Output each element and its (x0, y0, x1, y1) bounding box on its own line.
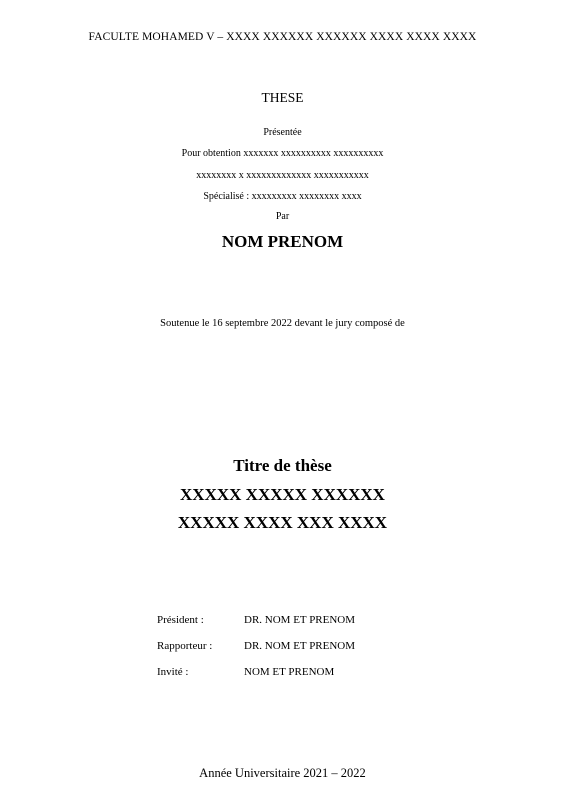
presented-label: Présentée (263, 127, 302, 138)
by-label: Par (275, 211, 290, 222)
obtention-line: Pour obtention xxxxxxx xxxxxxxxxx xxxxxxxxxx (181, 148, 384, 159)
jury-role-president: Président : (157, 614, 204, 626)
thesis-title-line-2: XXXXX XXXX XXX XXXX (177, 513, 388, 532)
defense-statement: Soutenue le 16 septembre 2022 devant le jury composé de (160, 318, 405, 329)
jury-name-president: DR. NOM ET PRENOM (244, 614, 356, 626)
jury-name-rapporteur: DR. NOM ET PRENOM (244, 640, 356, 652)
jury-name-guest: NOM ET PRENOM (244, 666, 335, 678)
thesis-title-label: Titre de thèse (233, 456, 332, 475)
degree-line: xxxxxxxx x xxxxxxxxxxxxx xxxxxxxxxxx (196, 170, 369, 181)
jury-role-rapporteur: Rapporteur : (157, 640, 213, 652)
author-name: NOM PRENOM (221, 232, 344, 251)
thesis-title-line-1: XXXXX XXXXX XXXXXX (180, 485, 385, 504)
jury-role-guest: Invité : (157, 666, 189, 678)
speciality-line: Spécialisé : xxxxxxxxx xxxxxxxx xxxx (203, 191, 362, 202)
document-type: THESE (261, 90, 304, 105)
academic-year: Année Universitaire 2021 – 2022 (199, 766, 366, 780)
faculty-header: FACULTE MOHAMED V – XXXX XXXXXX XXXXXX XXXX XXXX XXXX (88, 31, 477, 43)
